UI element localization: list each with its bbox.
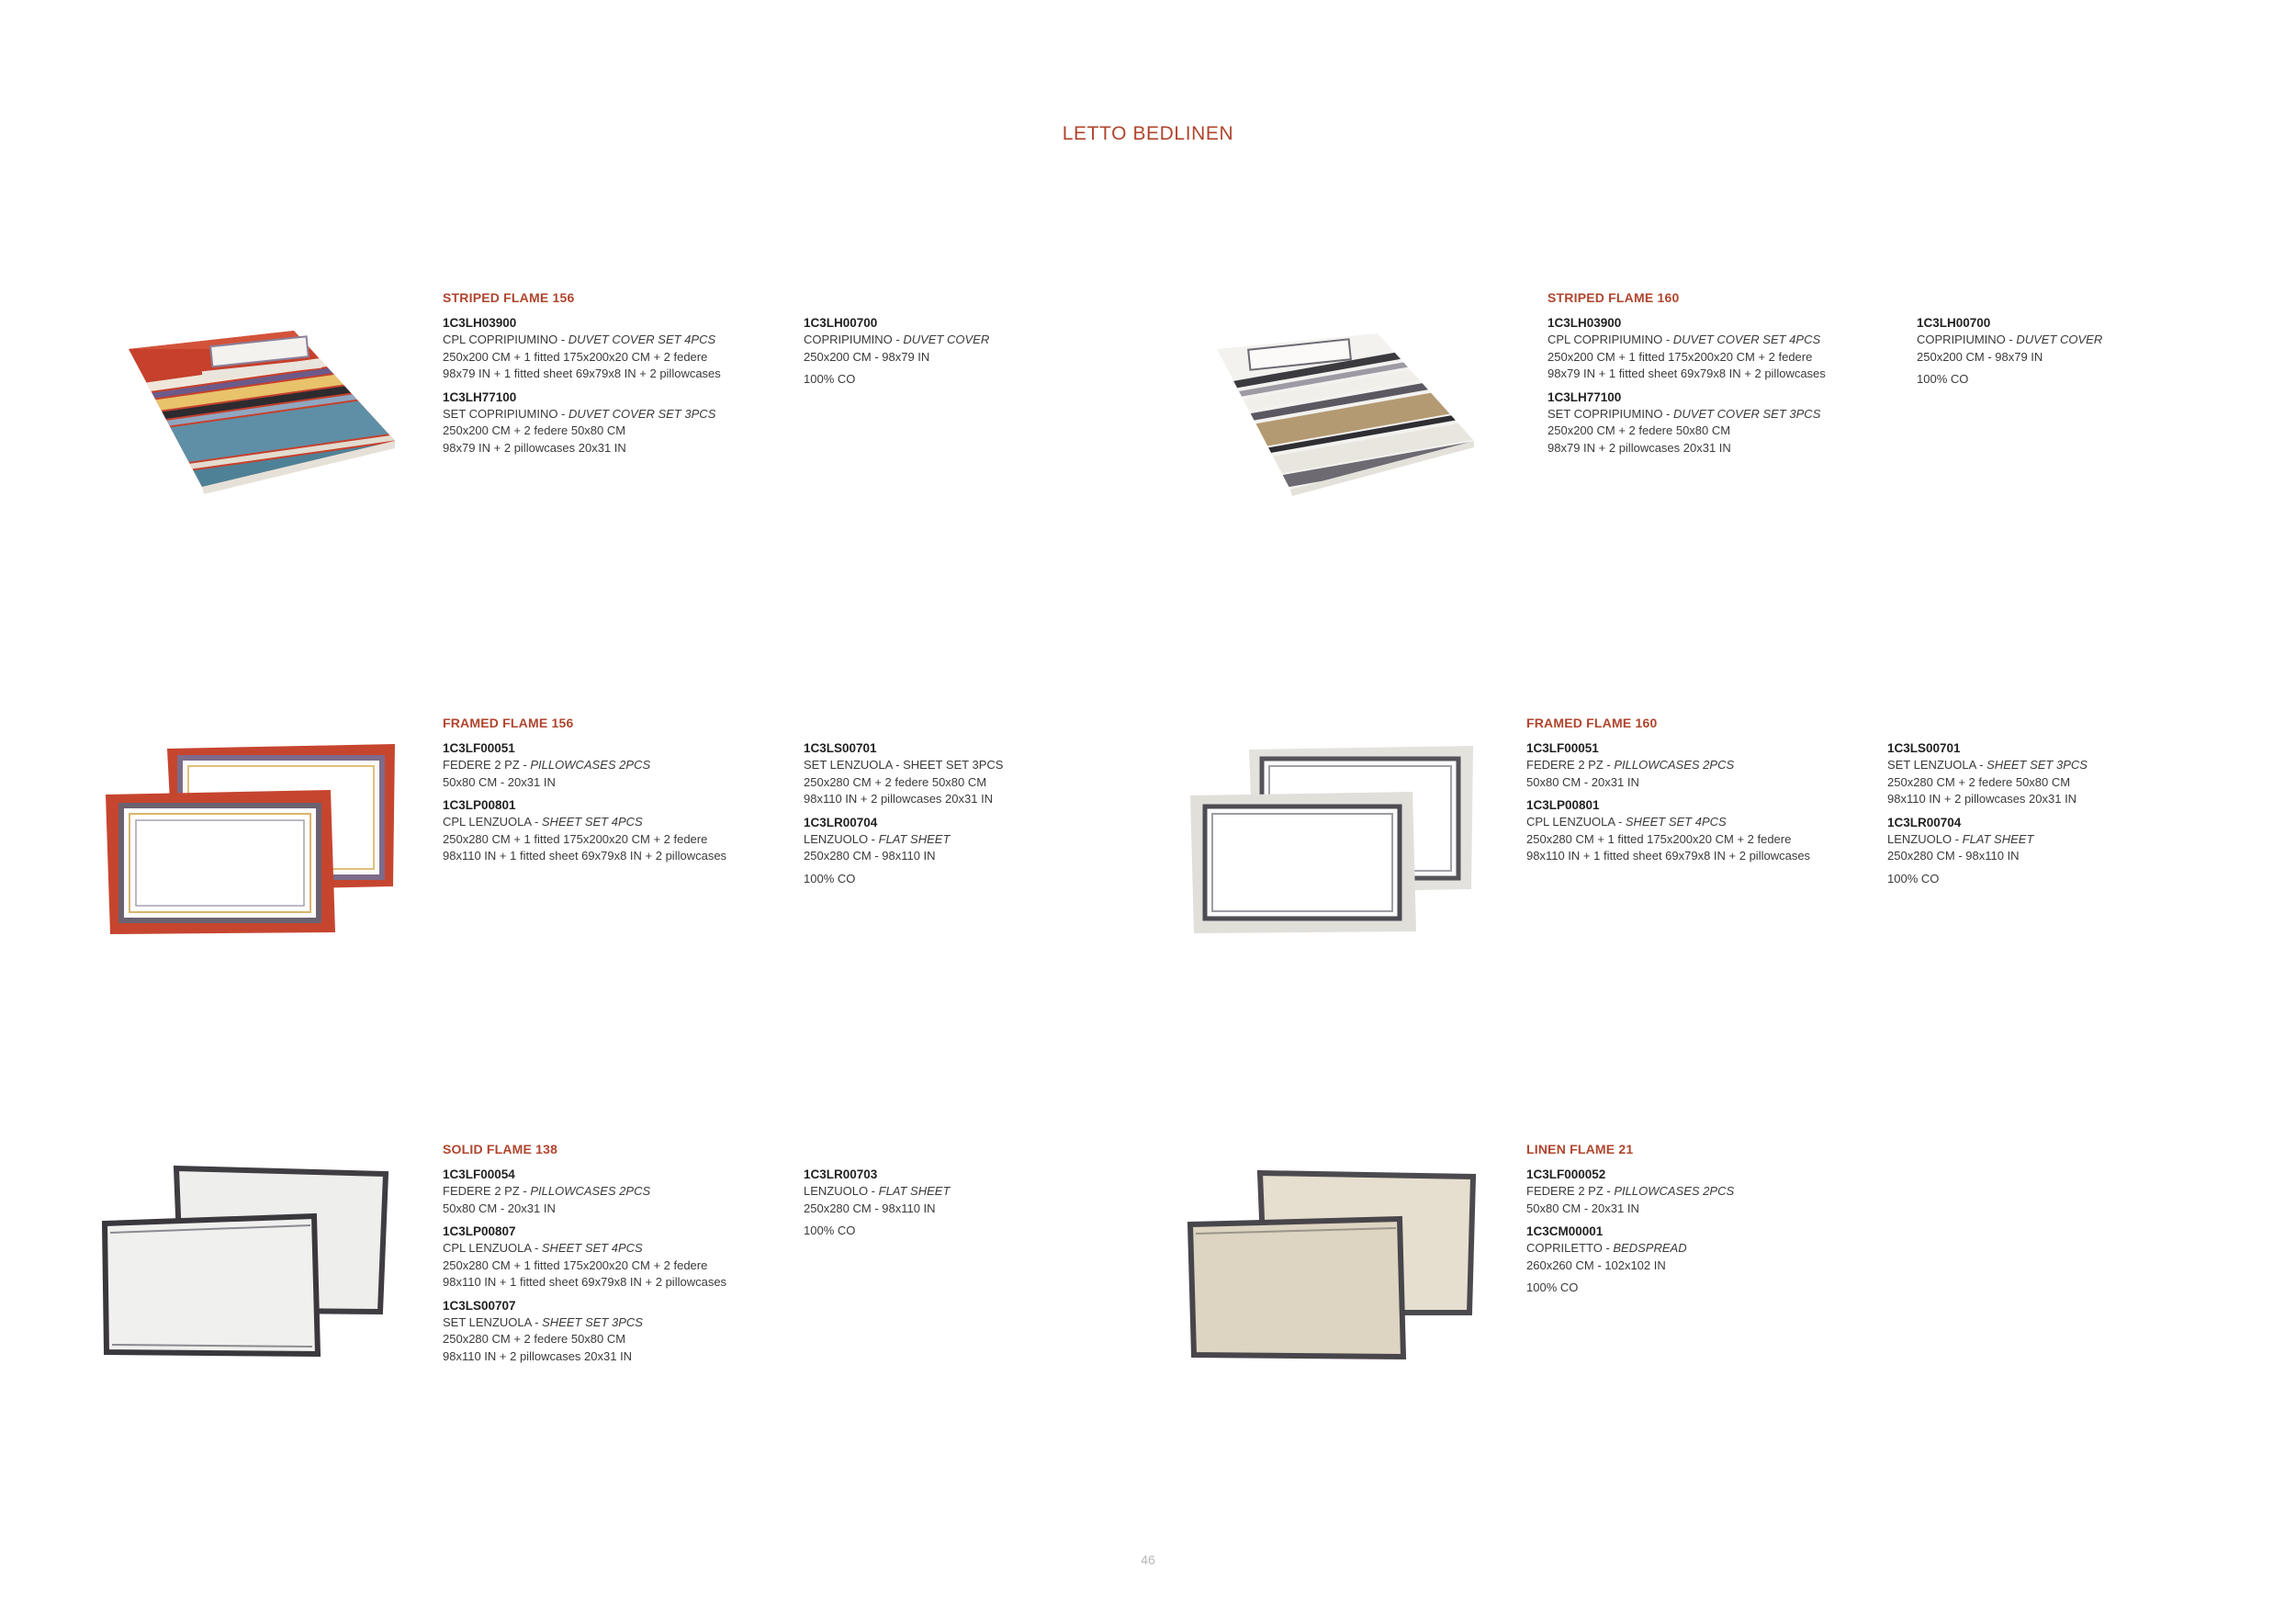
product-item: [804, 1166, 1153, 1217]
item-name: CPL COPRIPIUMINO - DUVET COVER SET 4PCS: [443, 333, 716, 346]
page-title: [0, 123, 2296, 145]
item-name: CPL LENZUOLA - SHEET SET 4PCS: [443, 1241, 643, 1255]
item-dims: 250x200 CM + 2 federe 50x80 CM: [443, 423, 626, 437]
product-item: [443, 389, 792, 457]
item-name: CPL LENZUOLA - SHEET SET 4PCS: [443, 815, 643, 829]
product-name: SOLID FLAME 138: [443, 1142, 558, 1156]
item-code: 1C3LH03900: [443, 316, 517, 330]
item-code: 1C3LH77100: [1548, 389, 1622, 404]
item-name: SET COPRIPIUMINO - DUVET COVER SET 3PCS: [443, 406, 716, 421]
item-dims: 250x280 CM - 98x110 IN: [1887, 849, 2020, 863]
item-name: LENZUOLO - FLAT SHEET: [804, 831, 951, 846]
item-name: SET LENZUOLA - SHEET SET 3PCS: [1887, 758, 2088, 772]
item-name: FEDERE 2 PZ - PILLOWCASES 2PCS: [1526, 758, 1735, 772]
product-item: [804, 814, 1153, 865]
item-code: 1C3LF00054: [443, 1167, 515, 1181]
item-dims: 50x80 CM - 20x31 IN: [1526, 1201, 1639, 1215]
title-bedlinen: BEDLINEN: [1132, 123, 1234, 144]
right-column: [1917, 314, 2266, 388]
item-dims: 98x110 IN + 1 fitted sheet 69x79x8 IN + 2 pillowcases: [443, 1275, 727, 1289]
item-dims: 98x110 IN + 1 fitted sheet 69x79x8 IN + 2 pillowcases: [1526, 849, 1811, 863]
item-code: 1C3LF00051: [443, 741, 515, 755]
item-code: 1C3LH00700: [1917, 316, 1991, 330]
item-dims: 250x280 CM + 2 federe 50x80 CM: [804, 774, 987, 789]
product-item: [443, 1223, 792, 1291]
item-dims: 250x280 CM + 1 fitted 175x200x20 CM + 2 federe: [443, 831, 708, 846]
item-code: 1C3LF00051: [1526, 741, 1599, 755]
left-column: [443, 739, 792, 871]
right-column: [804, 314, 1153, 388]
item-code: 1C3LR00704: [804, 815, 878, 829]
title-letto: LETTO: [1062, 123, 1127, 144]
item-code: 1C3CM00001: [1526, 1224, 1604, 1238]
item-name: CPL COPRIPIUMINO - DUVET COVER SET 4PCS: [1548, 333, 1821, 346]
item-code: 1C3LP00801: [1526, 798, 1600, 812]
item-dims: 250x280 CM + 1 fitted 175x200x20 CM + 2 federe: [443, 1257, 708, 1272]
product-image-striped-flame-160: [1203, 326, 1479, 496]
item-dims: 98x110 IN + 2 pillowcases 20x31 IN: [804, 792, 994, 806]
item-dims: 250x200 CM - 98x79 IN: [1917, 349, 2043, 364]
item-dims: 260x260 CM - 102x102 IN: [1526, 1257, 1666, 1272]
product-item: [804, 314, 1153, 366]
product-item: [1526, 1166, 1875, 1217]
item-code: 1C3LF000052: [1526, 1167, 1606, 1181]
item-dims: 250x200 CM + 1 fitted 175x200x20 CM + 2 federe: [1548, 349, 1813, 364]
item-dims: 250x280 CM - 98x110 IN: [804, 1201, 936, 1215]
left-column: [1548, 314, 1896, 462]
item-dims: 250x200 CM + 1 fitted 175x200x20 CM + 2 federe: [443, 349, 708, 364]
product-item: [804, 739, 1153, 808]
item-code: 1C3LH00700: [804, 316, 878, 330]
item-name: FEDERE 2 PZ - PILLOWCASES 2PCS: [443, 1184, 651, 1198]
product-item: [1548, 389, 1896, 457]
item-name: CPL LENZUOLA - SHEET SET 4PCS: [1526, 815, 1727, 829]
item-name: COPRIPIUMINO - DUVET COVER: [1917, 333, 2103, 346]
item-name: LENZUOLO - FLAT SHEET: [1887, 831, 2034, 846]
item-dims: 98x79 IN + 1 fitted sheet 69x79x8 IN + 2 pillowcases: [443, 367, 721, 380]
left-column: [443, 1166, 792, 1370]
product-image-solid-flame-138: [101, 1165, 395, 1358]
product-item: [1526, 1223, 1875, 1274]
left-column: [1526, 1166, 1875, 1296]
item-dims: 250x280 CM - 98x110 IN: [804, 849, 936, 863]
left-column: [443, 314, 792, 462]
product-item: [1887, 739, 2236, 808]
item-code: 1C3LR00703: [804, 1167, 878, 1181]
product-image-linen-flame-21: [1187, 1169, 1480, 1362]
left-column: [1526, 739, 1875, 871]
product-name: LINEN FLAME 21: [1526, 1142, 1634, 1156]
item-dims: 50x80 CM - 20x31 IN: [443, 774, 556, 789]
material-label: 100% CO: [804, 871, 856, 885]
product-item: [443, 1166, 792, 1217]
right-column: [804, 1166, 1153, 1239]
right-column: [804, 739, 1153, 887]
item-code: 1C3LS00701: [1887, 741, 1961, 755]
item-dims: 50x80 CM - 20x31 IN: [1526, 774, 1639, 789]
item-name: SET COPRIPIUMINO - DUVET COVER SET 3PCS: [1548, 406, 1821, 421]
item-code: 1C3LS00701: [804, 741, 877, 755]
item-code: 1C3LP00801: [443, 798, 516, 812]
item-dims: 250x280 CM + 2 federe 50x80 CM: [1887, 774, 2071, 789]
product-item: [443, 739, 792, 791]
material-label: 100% CO: [1917, 372, 1969, 386]
item-dims: 98x110 IN + 1 fitted sheet 69x79x8 IN + 2 pillowcases: [443, 849, 727, 863]
item-dims: 98x79 IN + 2 pillowcases 20x31 IN: [1548, 440, 1731, 455]
product-image-framed-flame-160: [1187, 742, 1480, 935]
right-column: [1887, 739, 2236, 887]
item-code: 1C3LR00704: [1887, 815, 1962, 829]
product-item: [443, 1297, 792, 1366]
product-item: [1548, 314, 1896, 383]
product-image-framed-flame-156: [101, 739, 404, 937]
item-dims: 50x80 CM - 20x31 IN: [443, 1201, 556, 1215]
item-code: 1C3LH03900: [1548, 316, 1622, 330]
item-name: COPRIPIUMINO - DUVET COVER: [804, 333, 990, 346]
item-name: FEDERE 2 PZ - PILLOWCASES 2PCS: [443, 758, 651, 772]
item-name: SET LENZUOLA - SHEET SET 3PCS: [804, 758, 1004, 772]
item-name: FEDERE 2 PZ - PILLOWCASES 2PCS: [1526, 1184, 1735, 1198]
product-name: STRIPED FLAME 160: [1548, 290, 1680, 305]
product-item: [1887, 814, 2236, 865]
product-name: FRAMED FLAME 160: [1526, 716, 1658, 730]
item-dims: 98x79 IN + 1 fitted sheet 69x79x8 IN + 2 pillowcases: [1548, 367, 1826, 380]
item-dims: 98x110 IN + 2 pillowcases 20x31 IN: [443, 1348, 633, 1363]
material-label: 100% CO: [1526, 1280, 1579, 1294]
product-name: FRAMED FLAME 156: [443, 716, 574, 730]
item-dims: 98x79 IN + 2 pillowcases 20x31 IN: [443, 440, 626, 455]
item-name: COPRILETTO - BEDSPREAD: [1526, 1241, 1687, 1255]
item-dims: 250x280 CM + 1 fitted 175x200x20 CM + 2 federe: [1526, 831, 1792, 846]
item-name: SET LENZUOLA - SHEET SET 3PCS: [443, 1314, 643, 1329]
item-code: 1C3LH77100: [443, 389, 517, 404]
product-item: [443, 796, 792, 865]
item-dims: 250x200 CM - 98x79 IN: [804, 349, 930, 364]
item-dims: 250x280 CM + 2 federe 50x80 CM: [443, 1332, 626, 1346]
product-item: [1526, 739, 1875, 791]
product-item: [443, 314, 792, 383]
product-item: [1917, 314, 2266, 366]
product-item: [1526, 796, 1875, 865]
item-name: LENZUOLO - FLAT SHEET: [804, 1184, 951, 1198]
product-image-striped-flame-156: [110, 321, 404, 496]
item-dims: 250x200 CM + 2 federe 50x80 CM: [1548, 423, 1731, 437]
item-dims: 98x110 IN + 2 pillowcases 20x31 IN: [1887, 792, 2077, 806]
item-code: 1C3LP00807: [443, 1224, 516, 1238]
material-label: 100% CO: [1887, 871, 1940, 885]
page-number: 46: [1141, 1552, 1155, 1567]
material-label: 100% CO: [804, 1224, 856, 1237]
material-label: 100% CO: [804, 372, 856, 386]
product-name: STRIPED FLAME 156: [443, 290, 575, 305]
item-code: 1C3LS00707: [443, 1298, 516, 1313]
